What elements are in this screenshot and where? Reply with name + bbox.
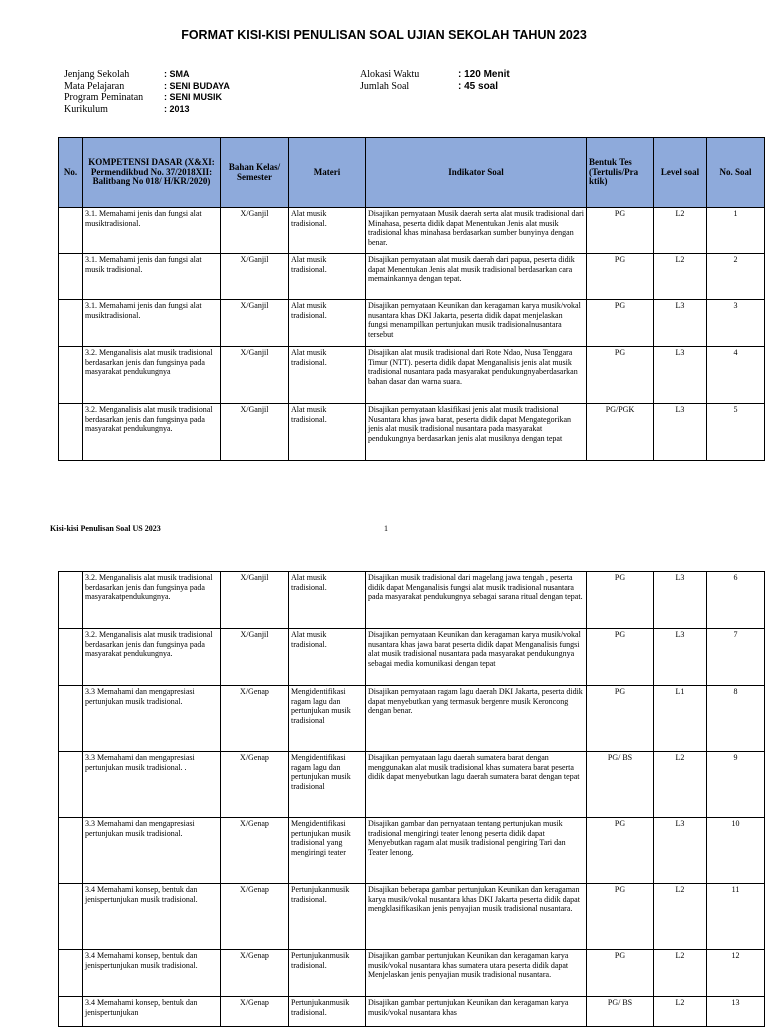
cell-bentuk-tes: PG bbox=[587, 572, 654, 629]
cell-indikator: Disajikan pernyataan alat musik daerah dari papua, peserta didik dapat Menentukan Jenis alat musik tradisional berdasarkan cara memainkannya dengan tepat. bbox=[366, 254, 587, 300]
kisi-table-2 bbox=[58, 571, 765, 1027]
cell-kompetensi-dasar: 3.4 Memahami konsep, bentuk dan jenispertunjukan musik tradisional. bbox=[83, 950, 221, 997]
cell-bentuk-tes: PG bbox=[587, 300, 654, 347]
meta-right bbox=[360, 69, 510, 92]
meta-value: : 2013 bbox=[164, 103, 190, 114]
cell-indikator: Disajikan pernyataan lagu daerah sumatera barat dengan menggunakan alat musik tradisional khas sumatera barat peserta didik dapat menyebutkan lagu daerah sumatera barat dengan tepat bbox=[366, 752, 587, 818]
meta-row bbox=[64, 92, 230, 104]
cell-bentuk-tes: PG/PGK bbox=[587, 404, 654, 461]
cell-bahan: X/Genap bbox=[221, 884, 289, 950]
meta-value: : SMA bbox=[164, 69, 190, 79]
cell-no bbox=[59, 884, 83, 950]
cell-level: L2 bbox=[654, 752, 707, 818]
cell-bentuk-tes: PG bbox=[587, 818, 654, 884]
cell-bentuk-tes: PG bbox=[587, 347, 654, 404]
cell-bentuk-tes: PG/ BS bbox=[587, 997, 654, 1027]
meta-label: Jumlah Soal bbox=[360, 80, 410, 92]
meta-label: Mata Pelajaran bbox=[64, 80, 125, 92]
table-row bbox=[59, 208, 765, 254]
table-header-row bbox=[59, 138, 765, 208]
cell-bahan: X/Ganjil bbox=[221, 629, 289, 686]
cell-bentuk-tes: PG bbox=[587, 884, 654, 950]
cell-no bbox=[59, 950, 83, 997]
cell-materi: Alat musik tradisional. bbox=[289, 629, 366, 686]
cell-no bbox=[59, 404, 83, 461]
cell-indikator: Disajikan pernyataan ragam lagu daerah DKI Jakarta, peserta didik dapat menyebutkan yang termasuk bergenre musik Keroncong dengan benar. bbox=[366, 686, 587, 752]
cell-materi: Alat musik tradisional. bbox=[289, 254, 366, 300]
cell-indikator: Disajikan gambar pertunjukan Keunikan dan keragaman karya musik/vokal nusantara khas bbox=[366, 997, 587, 1027]
cell-level: L2 bbox=[654, 950, 707, 997]
cell-kompetensi-dasar: 3.2. Menganalisis alat musik tradisional berdasarkan jenis dan fungsinya pada masyarakat pendukungnya. bbox=[83, 404, 221, 461]
cell-materi: Mengidentifikasi ragam lagu dan pertunjukan musik tradisional bbox=[289, 752, 366, 818]
meta-row bbox=[360, 81, 510, 93]
cell-no-soal: 13 bbox=[707, 997, 765, 1027]
cell-level: L3 bbox=[654, 572, 707, 629]
cell-no-soal: 12 bbox=[707, 950, 765, 997]
cell-kompetensi-dasar: 3.1. Memahami jenis dan fungsi alat musiktradisional. bbox=[83, 208, 221, 254]
table-row bbox=[59, 818, 765, 884]
cell-level: L2 bbox=[654, 254, 707, 300]
cell-level: L3 bbox=[654, 404, 707, 461]
cell-no-soal: 1 bbox=[707, 208, 765, 254]
cell-materi: Mengidentifikasi pertunjukan musik tradisional yang mengiringi teater bbox=[289, 818, 366, 884]
table-row bbox=[59, 629, 765, 686]
cell-materi: Alat musik tradisional. bbox=[289, 347, 366, 404]
table-row bbox=[59, 752, 765, 818]
cell-bahan: X/Genap bbox=[221, 997, 289, 1027]
cell-bentuk-tes: PG bbox=[587, 629, 654, 686]
cell-level: L3 bbox=[654, 629, 707, 686]
cell-indikator: Disajikan pernyataan Keunikan dan keragaman karya musik/vokal nusantara khas DKI Jakarta, peserta didik dapat menjelaskan fungsi menampilkan pertunjukan musik tradisionalnusantara tersebut bbox=[366, 300, 587, 347]
cell-indikator: Disajikan alat musik tradisional dari Rote Ndao, Nusa Tenggara Timur (NTT). peserta didik dapat Menganalisis jenis alat musik tradisional nusantara pada masyarakat pendukungnyaberdasarkan bahan dasar dan warna suara. bbox=[366, 347, 587, 404]
table-row bbox=[59, 254, 765, 300]
cell-level: L2 bbox=[654, 997, 707, 1027]
cell-indikator: Disajikan pernyataan Keunikan dan keragaman karya musik/vokal nusantara khas jawa barat peserta didik dapat Menganalisis fungsi alat musik tradisional nusantara pada masyarakat pendukungnya sebagai media komunikasi dengan tepat bbox=[366, 629, 587, 686]
meta-row bbox=[360, 69, 510, 81]
cell-level: L3 bbox=[654, 347, 707, 404]
cell-no-soal: 9 bbox=[707, 752, 765, 818]
cell-indikator: Disajikan gambar dan pernyataan tentang pertunjukan musik tradisional mengiringi teater lenong peserta didik dapat Menyebutkan ragam alat musik tradisional pengiring Tari dan Teater lenong. bbox=[366, 818, 587, 884]
cell-indikator: Disajikan musik tradisional dari magelang jawa tengah , peserta didik dapat Menganalisis fungsi alat musik tradisional nusantara pada masyarakat pendukungnya sebagai sarana ritual dengan tepat. bbox=[366, 572, 587, 629]
cell-no-soal: 7 bbox=[707, 629, 765, 686]
meta-value: : SENI MUSIK bbox=[164, 92, 223, 102]
cell-materi: Alat musik tradisional. bbox=[289, 404, 366, 461]
cell-indikator: Disajikan pernyataan klasifikasi jenis alat musik tradisional Nusantara khas jawa barat, peserta didik dapat Mengategorikan jenis alat musik tradisional nusantara pada masyarakat pendukungnya berdasarkan jenis alat musiknya dengan tepat bbox=[366, 404, 587, 461]
cell-no-soal: 10 bbox=[707, 818, 765, 884]
cell-bahan: X/Ganjil bbox=[221, 347, 289, 404]
cell-no bbox=[59, 818, 83, 884]
cell-kompetensi-dasar: 3.4 Memahami konsep, bentuk dan jenispertunjukan bbox=[83, 997, 221, 1027]
cell-bahan: X/Ganjil bbox=[221, 404, 289, 461]
meta-label: Program Peminatan bbox=[64, 92, 144, 103]
table-row bbox=[59, 347, 765, 404]
meta-value: : 120 Menit bbox=[458, 69, 510, 80]
cell-materi: Pertunjukanmusik tradisional. bbox=[289, 950, 366, 997]
cell-no bbox=[59, 254, 83, 300]
header-kompetensi-dasar: KOMPETENSI DASAR (X&XI: Permendikbud No. 37/2018XII: Balitbang No 018/ H/KR/2020) bbox=[83, 138, 221, 208]
cell-indikator: Disajikan beberapa gambar pertunjukan Keunikan dan keragaman karya musik/vokal nusantara khas DKI Jakarta peserta didik dapat mengklasifikasikan jenis penyajian musik tradisional nusantara. bbox=[366, 884, 587, 950]
header-materi: Materi bbox=[289, 138, 366, 208]
cell-no-soal: 11 bbox=[707, 884, 765, 950]
table-row bbox=[59, 950, 765, 997]
cell-no bbox=[59, 686, 83, 752]
cell-bahan: X/Genap bbox=[221, 686, 289, 752]
cell-level: L3 bbox=[654, 818, 707, 884]
cell-indikator: Disajikan pernyataan Musik daerah serta alat musik tradisional dari Minahasa, peserta didik dapat Menentukan Jenis alat musik tradisional khas minahasa berdasarkan sumber bunyinya dengan benar. bbox=[366, 208, 587, 254]
cell-kompetensi-dasar: 3.3 Memahami dan mengapresiasi pertunjukan musik tradisional. bbox=[83, 686, 221, 752]
cell-kompetensi-dasar: 3.4 Memahami konsep, bentuk dan jenispertunjukan musik tradisional. bbox=[83, 884, 221, 950]
meta-left bbox=[64, 69, 230, 115]
cell-bentuk-tes: PG bbox=[587, 950, 654, 997]
cell-no bbox=[59, 208, 83, 254]
cell-no bbox=[59, 572, 83, 629]
meta-value: : 45 soal bbox=[458, 80, 499, 92]
cell-bahan: X/Genap bbox=[221, 950, 289, 997]
cell-bahan: X/Genap bbox=[221, 818, 289, 884]
meta-label: Jenjang Sekolah bbox=[64, 69, 130, 80]
cell-no bbox=[59, 629, 83, 686]
meta-label: Kurikulum bbox=[64, 103, 108, 115]
table-row bbox=[59, 686, 765, 752]
cell-materi: Alat musik tradisional. bbox=[289, 208, 366, 254]
cell-kompetensi-dasar: 3.3 Memahami dan mengapresiasi pertunjukan musik tradisional. . bbox=[83, 752, 221, 818]
footer-document-name: Kisi-kisi Penulisan Soal US 2023 bbox=[50, 524, 161, 533]
cell-bahan: X/Ganjil bbox=[221, 300, 289, 347]
header-indikator: Indikator Soal bbox=[366, 138, 587, 208]
cell-indikator: Disajikan gambar pertunjukan Keunikan dan keragaman karya musik/vokal nusantara khas sumatera utara peserta didik dapat Menjelaskan jenis penyajian musik tradisional nusantara. bbox=[366, 950, 587, 997]
table-row bbox=[59, 300, 765, 347]
header-bahan: Bahan Kelas/ Semester bbox=[221, 138, 289, 208]
meta-row bbox=[64, 69, 230, 81]
cell-bahan: X/Ganjil bbox=[221, 572, 289, 629]
table-row bbox=[59, 404, 765, 461]
header-bentuk-tes: Bentuk Tes (Tertulis/Pra ktik) bbox=[587, 138, 654, 208]
meta-value: : SENI BUDAYA bbox=[164, 80, 230, 91]
cell-materi: Mengidentifikasi ragam lagu dan pertunjukan musik tradisional bbox=[289, 686, 366, 752]
cell-bentuk-tes: PG/ BS bbox=[587, 752, 654, 818]
cell-no-soal: 2 bbox=[707, 254, 765, 300]
cell-no bbox=[59, 997, 83, 1027]
header-no: No. bbox=[59, 138, 83, 208]
cell-level: L2 bbox=[654, 884, 707, 950]
cell-materi: Alat musik tradisional. bbox=[289, 300, 366, 347]
cell-level: L3 bbox=[654, 300, 707, 347]
cell-bentuk-tes: PG bbox=[587, 686, 654, 752]
cell-materi: Alat musik tradisional. bbox=[289, 572, 366, 629]
cell-no bbox=[59, 300, 83, 347]
cell-no-soal: 4 bbox=[707, 347, 765, 404]
cell-bentuk-tes: PG bbox=[587, 254, 654, 300]
cell-kompetensi-dasar: 3.1. Memahami jenis dan fungsi alat musik tradisional. bbox=[83, 254, 221, 300]
cell-bahan: X/Ganjil bbox=[221, 208, 289, 254]
cell-no-soal: 8 bbox=[707, 686, 765, 752]
cell-no-soal: 6 bbox=[707, 572, 765, 629]
cell-kompetensi-dasar: 3.2. Menganalisis alat musik tradisional berdasarkan jenis dan fungsinya pada masyarakat pendukungnya bbox=[83, 347, 221, 404]
cell-materi: Pertunjukanmusik tradisional. bbox=[289, 997, 366, 1027]
header-no-soal: No. Soal bbox=[707, 138, 765, 208]
meta-row bbox=[64, 81, 230, 93]
cell-kompetensi-dasar: 3.1. Memahami jenis dan fungsi alat musiktradisional. bbox=[83, 300, 221, 347]
page-title: FORMAT KISI-KISI PENULISAN SOAL UJIAN SEKOLAH TAHUN 2023 bbox=[181, 28, 587, 42]
cell-bahan: X/Genap bbox=[221, 752, 289, 818]
cell-level: L1 bbox=[654, 686, 707, 752]
cell-kompetensi-dasar: 3.2. Menganalisis alat musik tradisional berdasarkan jenis dan fungsinya pada masyarakat pendukungnya. bbox=[83, 629, 221, 686]
cell-level: L2 bbox=[654, 208, 707, 254]
cell-kompetensi-dasar: 3.3 Memahami dan mengapresiasi pertunjukan musik tradisional. bbox=[83, 818, 221, 884]
cell-no-soal: 3 bbox=[707, 300, 765, 347]
cell-materi: Pertunjukanmusik tradisional. bbox=[289, 884, 366, 950]
meta-label: Alokasi Waktu bbox=[360, 69, 420, 80]
cell-no bbox=[59, 347, 83, 404]
table-row bbox=[59, 884, 765, 950]
footer-page-number: 1 bbox=[384, 524, 388, 533]
cell-bahan: X/Ganjil bbox=[221, 254, 289, 300]
cell-kompetensi-dasar: 3.2. Menganalisis alat musik tradisional berdasarkan jenis dan fungsinya pada masyarakatpendukungnya. bbox=[83, 572, 221, 629]
cell-bentuk-tes: PG bbox=[587, 208, 654, 254]
table-row bbox=[59, 572, 765, 629]
kisi-table-1 bbox=[58, 137, 765, 461]
cell-no bbox=[59, 752, 83, 818]
cell-no-soal: 5 bbox=[707, 404, 765, 461]
header-level: Level soal bbox=[654, 138, 707, 208]
meta-row bbox=[64, 104, 230, 116]
table-row bbox=[59, 997, 765, 1027]
